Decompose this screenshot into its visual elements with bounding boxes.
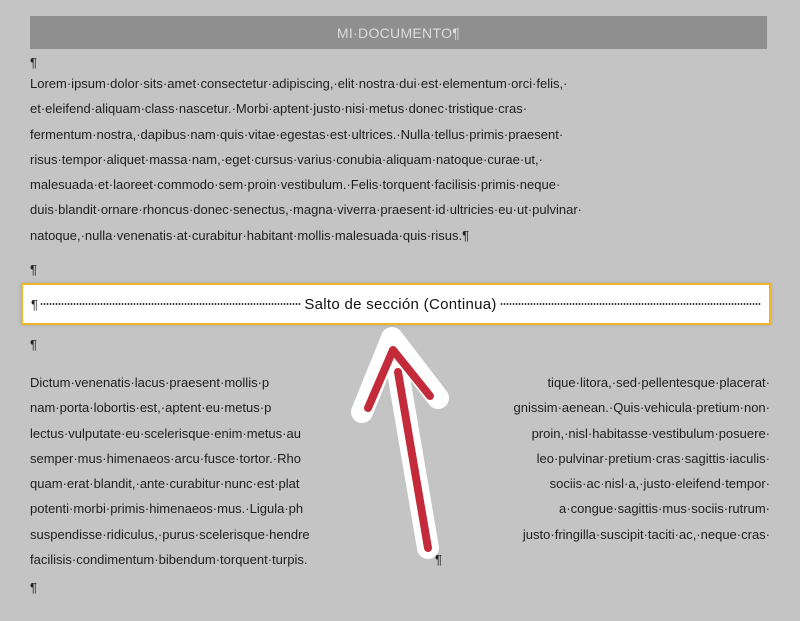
text-line: facilisis·condimentum·bibendum·torquent·turpis. bbox=[30, 552, 308, 568]
text-line: et·eleifend·aliquam·class·nascetur.·Morbi·aptent·justo·nisi·metus·donec·tristique·cras· bbox=[30, 101, 528, 117]
text-line: nam·porta·lobortis·est,·aptent·eu·metus·p bbox=[30, 400, 272, 416]
dotted-leader bbox=[500, 302, 761, 306]
text-line: potenti·morbi·primis·himenaeos·mus.·Ligula·ph bbox=[30, 501, 304, 517]
text-line: natoque,·nulla·venenatis·at·curabitur·habitant·mollis·malesuada·quis·risus.¶ bbox=[30, 227, 470, 243]
text-line: Dictum·venenatis·lacus·praesent·mollis·p bbox=[30, 375, 270, 390]
pilcrow-mark: ¶ bbox=[30, 580, 37, 595]
text-line: ¶ bbox=[435, 552, 442, 568]
text-line: lectus·vulputate·eu·scelerisque·enim·metus·au bbox=[30, 425, 301, 441]
document-title: MI·DOCUMENTO¶ bbox=[336, 24, 461, 41]
document-title-bar bbox=[30, 16, 767, 49]
paragraph-2-continued[interactable] bbox=[435, 370, 770, 572]
pilcrow-mark: ¶ bbox=[30, 337, 37, 352]
text-line: malesuada·et·laoreet·commodo·sem·proin·vestibulum.·Felis·torquent·facilisis·primis·neque· bbox=[30, 177, 561, 193]
text-line: gnissim·aenean.·Quis·vehicula·pretium·non· bbox=[513, 400, 770, 416]
text-line: fermentum·nostra,·dapibus·nam·quis·vitae·egestas·est·ultrices.·Nulla·tellus·primis·praesent· bbox=[30, 126, 564, 142]
text-line: a·congue·sagittis·mus·sociis·rutrum· bbox=[559, 501, 770, 517]
section-break-label: Salto de sección (Continua) bbox=[304, 295, 497, 313]
text-line: proin,·nisl·habitasse·vestibulum·posuere· bbox=[531, 425, 770, 441]
paragraph-2[interactable] bbox=[30, 370, 390, 572]
paragraph-1[interactable] bbox=[30, 71, 770, 248]
text-line: risus·tempor·aliquet·massa·nam,·eget·cursus·varius·conubia·aliquam·natoque·curae·ut,· bbox=[30, 151, 543, 167]
text-line: duis·blandit·ornare·rhoncus·donec·senectus,·magna·viverra·praesent·id·ultricies·eu·ut·pulvinar· bbox=[30, 202, 583, 218]
dotted-leader bbox=[40, 302, 301, 306]
text-line: tique·litora,·sed·pellentesque·placerat· bbox=[547, 375, 770, 390]
text-line: quam·erat·blandit,·ante·curabitur·nunc·est·plat bbox=[30, 476, 300, 492]
section-break-continuous[interactable] bbox=[21, 283, 771, 325]
text-line: semper·mus·himenaeos·arcu·fusce·tortor.·Rho bbox=[30, 450, 301, 466]
text-line: suspendisse·ridiculus,·purus·scelerisque·hendre bbox=[30, 526, 310, 542]
text-line: sociis·ac·nisl·a,·justo·eleifend·tempor· bbox=[549, 476, 770, 492]
pilcrow-mark: ¶ bbox=[30, 55, 37, 70]
text-line: leo·pulvinar·pretium·cras·sagittis·iaculis· bbox=[536, 450, 770, 466]
text-line: justo·fringilla·suscipit·taciti·ac,·neque·cras· bbox=[522, 526, 770, 542]
pilcrow-mark: ¶ bbox=[30, 262, 37, 277]
text-line: Lorem·ipsum·dolor·sits·amet·consectetur·adipiscing,·elit·nostra·dui·est·elementum·orci·felis,· bbox=[30, 76, 568, 91]
pilcrow-mark: ¶ bbox=[31, 296, 38, 312]
